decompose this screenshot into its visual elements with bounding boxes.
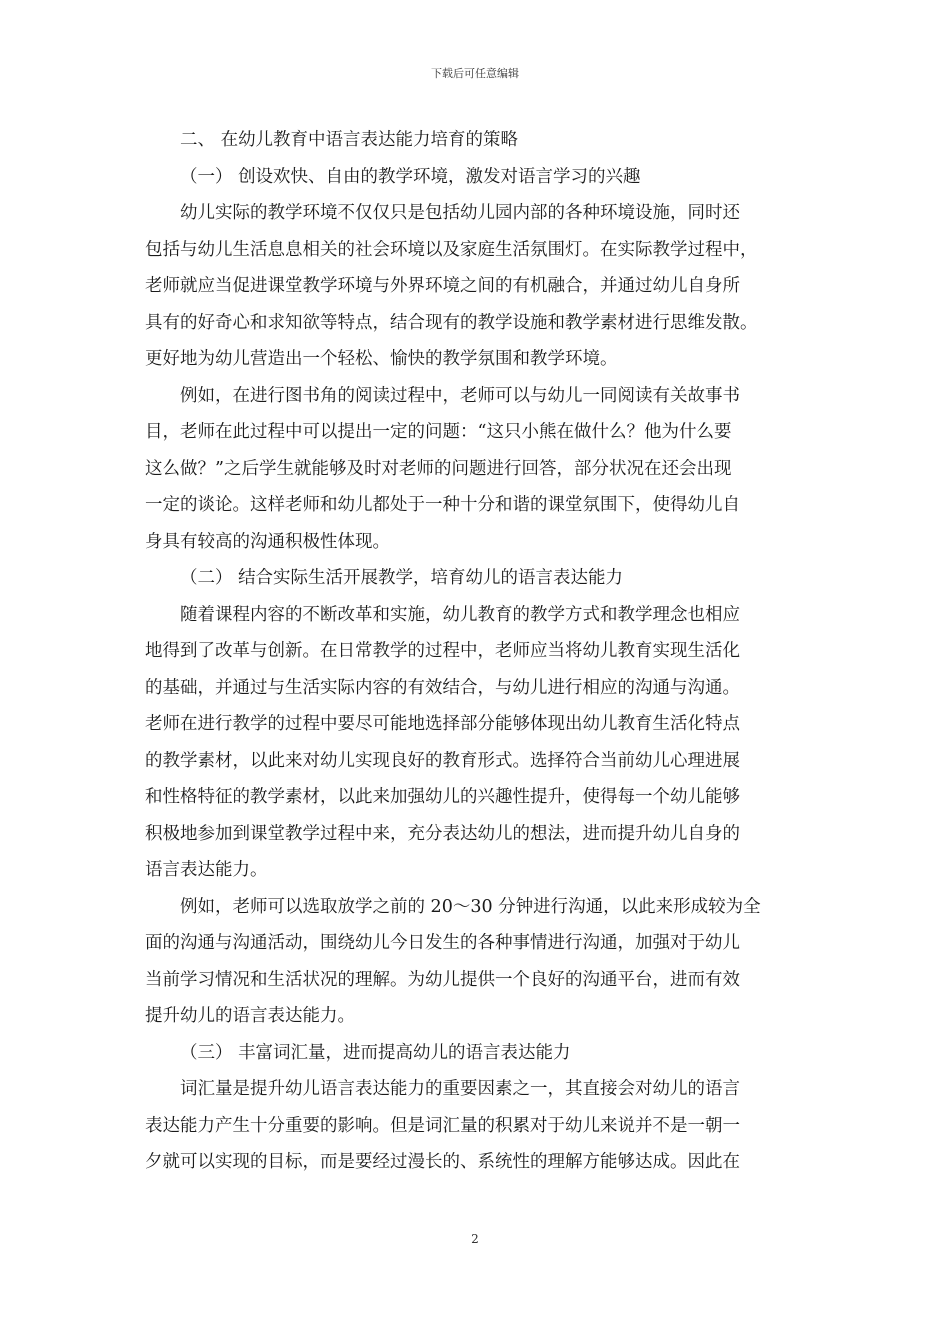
document-body (145, 122, 810, 1181)
text-line: 的基础，并通过与生活实际内容的有效结合，与幼儿进行相应的沟通与沟通。 (145, 677, 740, 698)
text-line: 夕就可以实现的目标，而是要经过漫长的、系统性的理解方能够达成。因此在 (145, 1152, 740, 1172)
text-line: 例如，在进行图书角的阅读过程中，老师可以与幼儿一同阅读有关故事书 (180, 385, 740, 406)
text-line: 面的沟通与沟通活动，围绕幼儿今日发生的各种事情进行沟通，加强对于幼儿 (145, 933, 740, 953)
text-line: 老师就应当促进课堂教学环境与外界环境之间的有机融合，并通过幼儿自身所 (145, 276, 740, 296)
text-line: （一） 创设欢快、自由的教学环境，激发对语言学习的兴趣 (180, 166, 641, 187)
page-header: 下载后可任意编辑 (431, 67, 519, 80)
text-line: 老师在进行教学的过程中要尽可能地选择部分能够体现出幼儿教育生活化特点 (145, 714, 740, 734)
text-line: 目，老师在此过程中可以提出一定的问题：“这只小熊在做什么？他为什么要 (145, 422, 732, 442)
text-line: 表达能力产生十分重要的影响。但是词汇量的积累对于幼儿来说并不是一朝一 (145, 1115, 740, 1136)
text-line: 词汇量是提升幼儿语言表达能力的重要因素之一，其直接会对幼儿的语言 (180, 1079, 740, 1099)
text-line: 随着课程内容的不断改革和实施，幼儿教育的教学方式和教学理念也相应 (180, 604, 740, 625)
text-line: 当前学习情况和生活状况的理解。为幼儿提供一个良好的沟通平台，进而有效 (145, 969, 740, 990)
text-line: 积极地参加到课堂教学过程中来，充分表达幼儿的想法，进而提升幼儿自身的 (145, 823, 740, 844)
text-line: 更好地为幼儿营造出一个轻松、愉快的教学氛围和教学环境。 (145, 349, 618, 369)
text-line: 提升幼儿的语言表达能力。 (145, 1006, 355, 1026)
page-number: 2 (471, 1232, 479, 1246)
text-line: （二） 结合实际生活开展教学，培育幼儿的语言表达能力 (180, 568, 624, 588)
text-line: （三） 丰富词汇量，进而提高幼儿的语言表达能力 (180, 1042, 571, 1063)
text-line: 这么做？”之后学生就能够及时对老师的问题进行回答，部分状况在还会出现 (145, 458, 732, 479)
text-line: 具有的好奇心和求知欲等特点，结合现有的教学设施和教学素材进行思维发散。 (145, 312, 758, 333)
text-line: 和性格特征的教学素材，以此来加强幼儿的兴趣性提升，使得每一个幼儿能够 (145, 787, 740, 807)
text-line: 例如，老师可以选取放学之前的 20～30 分钟进行沟通，以此来形成较为全 (180, 896, 761, 917)
text-line: 的教学素材，以此来对幼儿实现良好的教育形式。选择符合当前幼儿心理进展 (145, 750, 740, 771)
text-line: 语言表达能力。 (145, 860, 268, 880)
text-line: 包括与幼儿生活息息相关的社会环境以及家庭生活氛围灯。在实际教学过程中， (145, 239, 758, 260)
text-line: 幼儿实际的教学环境不仅仅只是包括幼儿园内部的各种环境设施，同时还 (180, 203, 740, 223)
text-line: 一定的谈论。这样老师和幼儿都处于一种十分和谐的课堂氛围下，使得幼儿自 (145, 495, 740, 515)
text-line: 地得到了改革与创新。在日常教学的过程中，老师应当将幼儿教育实现生活化 (145, 641, 740, 661)
text-line: 身具有较高的沟通积极性体现。 (145, 531, 390, 552)
text-line: 二、 在幼儿教育中语言表达能力培育的策略 (180, 130, 519, 150)
